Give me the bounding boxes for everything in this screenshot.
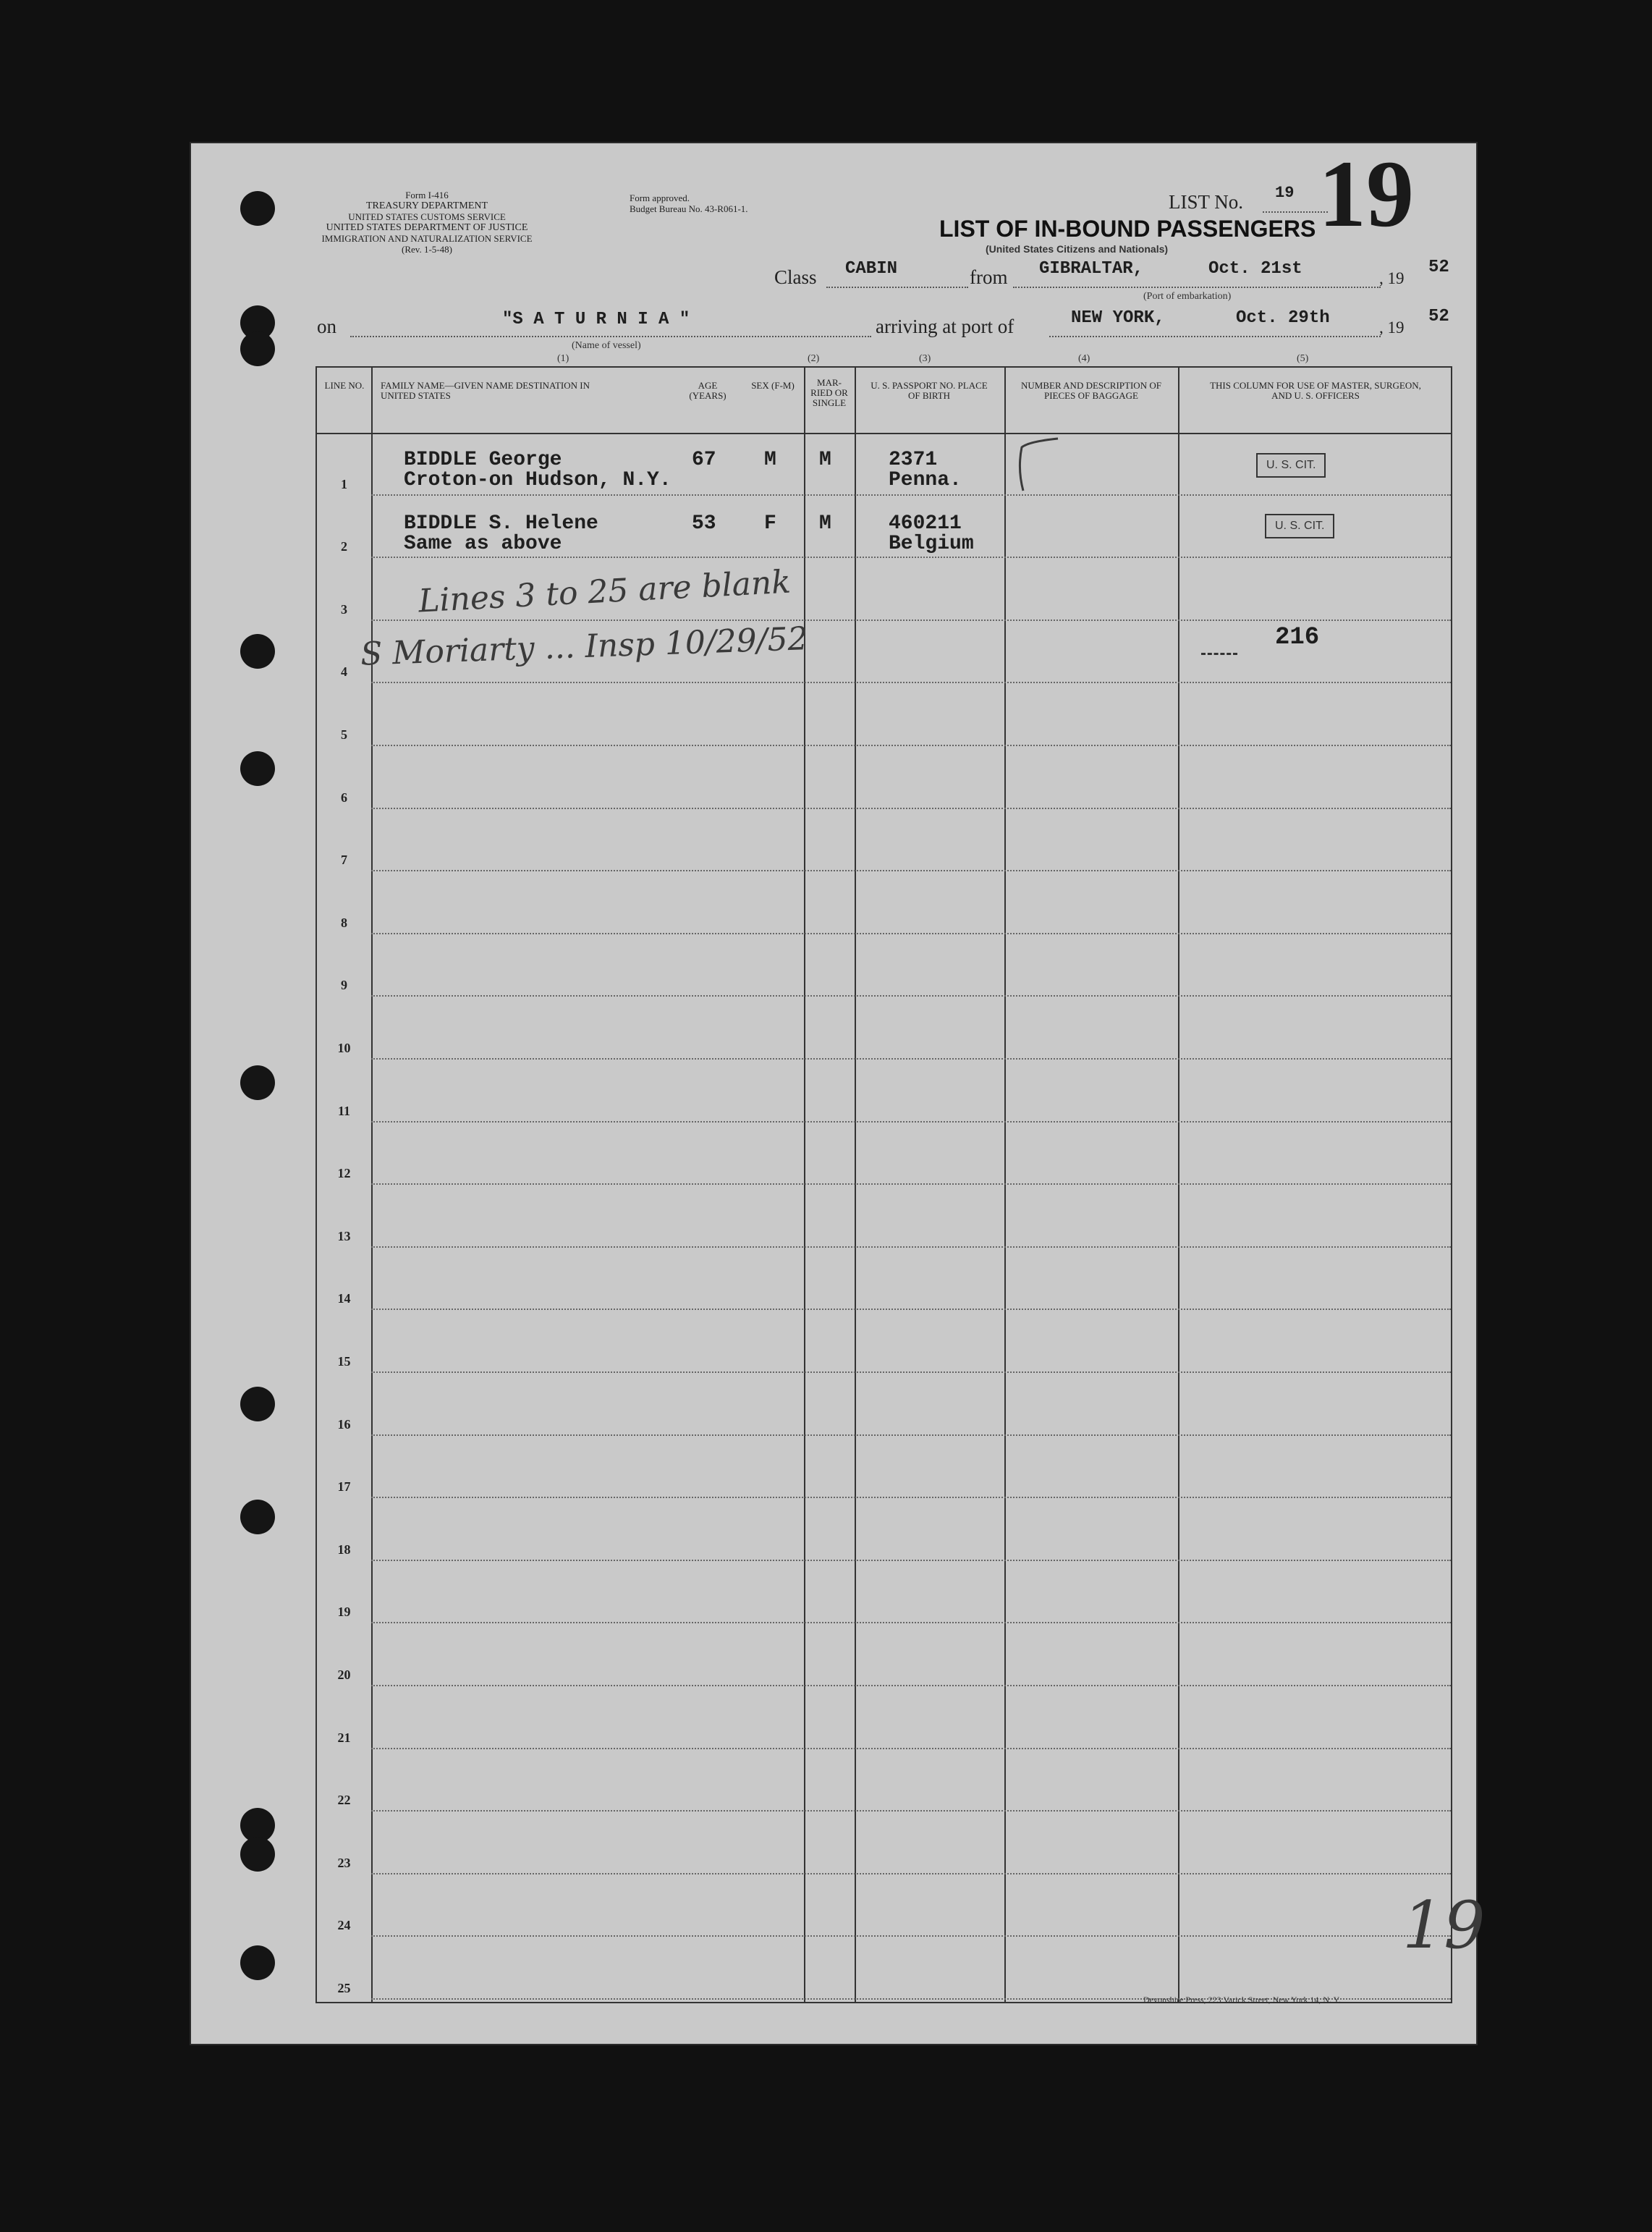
vessel-name: "S A T U R N I A " <box>502 310 690 329</box>
from-label: from <box>970 266 1008 288</box>
line-number: 17 <box>337 1479 351 1495</box>
row-rule <box>371 557 1451 558</box>
punch-hole <box>240 1945 275 1980</box>
arrival-date: Oct. 29th <box>1236 308 1330 328</box>
vessel-line <box>350 336 871 337</box>
col-baggage: NUMBER AND DESCRIPTION OF PIECES OF BAGGAGE <box>1021 380 1161 401</box>
line-number: 7 <box>341 853 347 868</box>
header-rule <box>317 433 1451 434</box>
line-number: 11 <box>337 1103 350 1118</box>
arrival-line <box>1049 336 1381 337</box>
line-number: 4 <box>341 664 347 680</box>
passenger-1-married: M <box>819 449 831 471</box>
line-number: 3 <box>341 601 347 617</box>
punch-hole <box>240 1500 275 1534</box>
row-rule <box>371 494 1451 496</box>
line-number: 2 <box>341 539 347 554</box>
punch-hole <box>240 1065 275 1100</box>
col-line-no: LINE NO. <box>324 380 365 391</box>
class-value: CABIN <box>845 259 898 279</box>
passenger-2-married: M <box>819 512 831 535</box>
handwritten-blank-note: Lines 3 to 25 are blank <box>418 563 792 620</box>
justice-dept: UNITED STATES DEPARTMENT OF JUSTICE <box>326 222 528 233</box>
row-rule <box>371 1371 1451 1373</box>
passenger-1-birth: Penna. <box>889 469 962 491</box>
line-number: 13 <box>337 1228 351 1243</box>
line-number: 14 <box>337 1291 351 1306</box>
row-rule <box>371 1685 1451 1686</box>
row-rule <box>371 745 1451 746</box>
row-rule <box>371 1560 1451 1561</box>
revision: (Rev. 1-5-48) <box>402 244 452 255</box>
arrival-year-prefix: , 19 <box>1379 318 1405 337</box>
form-agency-block <box>311 190 543 255</box>
passenger-1-name: BIDDLE George <box>404 449 562 471</box>
baggage-check-mark <box>1007 433 1065 498</box>
passenger-2-sex: F <box>764 512 776 535</box>
officer-number: 216 <box>1275 624 1320 651</box>
line-number: 18 <box>337 1542 351 1557</box>
line-number: 21 <box>337 1730 351 1745</box>
punch-hole <box>240 1837 275 1872</box>
embark-date: Oct. 21st <box>1208 259 1302 279</box>
class-label: Class <box>774 266 817 288</box>
line-number: 15 <box>337 1354 351 1369</box>
us-citizen-stamp: U. S. CIT. <box>1256 453 1326 478</box>
row-rule <box>371 1935 1451 1937</box>
row-rule <box>371 1622 1451 1623</box>
col-age: AGE (YEARS) <box>689 380 727 401</box>
passenger-1-sex: M <box>764 449 776 471</box>
line-number: 5 <box>341 727 347 742</box>
row-rule <box>371 1121 1451 1123</box>
line-number: 8 <box>341 915 347 930</box>
punch-hole <box>240 1387 275 1421</box>
line-number: 12 <box>337 1166 351 1181</box>
row-rule <box>371 808 1451 809</box>
row-rule <box>371 995 1451 997</box>
col-number-3: (3) <box>919 353 931 364</box>
passenger-1-age: 67 <box>692 449 716 471</box>
col-passport: U. S. PASSPORT NO. PLACE OF BIRTH <box>871 380 988 401</box>
col-sex: SEX (F-M) <box>751 380 795 391</box>
col-number-1: (1) <box>557 353 569 364</box>
handwritten-corner-number: 19 <box>1402 1888 1486 1963</box>
class-line <box>826 287 968 288</box>
row-rule <box>371 1434 1451 1436</box>
list-no-label: LIST No. <box>1169 191 1244 213</box>
row-rule <box>371 1497 1451 1498</box>
line-number: 19 <box>337 1605 351 1620</box>
punch-hole <box>240 751 275 786</box>
form-approved-block <box>630 193 832 214</box>
col-married: MAR-RIED OR SINGLE <box>810 377 848 408</box>
on-label: on <box>317 316 336 337</box>
embark-year-prefix: , 19 <box>1379 269 1405 287</box>
row-rule <box>371 933 1451 934</box>
arriving-label: arriving at port of <box>876 316 1015 337</box>
customs-service: UNITED STATES CUSTOMS SERVICE <box>348 211 506 222</box>
passenger-2-birth: Belgium <box>889 533 974 555</box>
line-number: 16 <box>337 1416 351 1432</box>
line-number: 10 <box>337 1041 351 1055</box>
passenger-2-passport: 460211 <box>889 512 962 535</box>
treasury-dept: TREASURY DEPARTMENT <box>365 200 488 211</box>
line-number: 20 <box>337 1667 351 1682</box>
punch-hole <box>240 634 275 669</box>
line-number: 23 <box>337 1855 351 1870</box>
row-rule <box>371 1810 1451 1812</box>
embark-year: 52 <box>1428 258 1449 277</box>
line-number: 6 <box>341 790 347 805</box>
page-title: LIST OF IN-BOUND PASSENGERS <box>939 216 1316 242</box>
passenger-1-dest: Croton-on Hudson, N.Y. <box>404 469 672 491</box>
form-number: Form I-416 <box>405 190 449 200</box>
passenger-1-passport: 2371 <box>889 449 938 471</box>
from-line <box>1013 287 1381 288</box>
row-rule <box>371 620 1451 621</box>
row-rule <box>371 1058 1451 1060</box>
form-approved: Form approved. <box>630 193 690 203</box>
punch-hole <box>240 331 275 366</box>
arrival-port: NEW YORK, <box>1071 308 1165 328</box>
officer-dash <box>1201 653 1237 655</box>
row-rule <box>371 1246 1451 1248</box>
passenger-2-dest: Same as above <box>404 533 562 555</box>
printer-imprint: Devonshire Press, 223 Varick Street, New York 14, N. Y. <box>1143 1995 1341 2005</box>
line-number: 22 <box>337 1793 351 1808</box>
list-no-value: 19 <box>1275 184 1295 202</box>
list-stamp-number: 19 <box>1318 140 1414 247</box>
line-number: 25 <box>337 1981 351 1995</box>
col-officers: THIS COLUMN FOR USE OF MASTER, SURGEON, AND U. S. OFFICERS <box>1210 380 1421 401</box>
col-name-dest: FAMILY NAME—GIVEN NAME DESTINATION IN UNITED STATES <box>381 380 590 401</box>
row-rule <box>371 870 1451 871</box>
ins-service: IMMIGRATION AND NATURALIZATION SERVICE <box>321 233 533 244</box>
line-number: 1 <box>341 476 347 491</box>
page-subtitle: (United States Citizens and Nationals) <box>986 243 1169 255</box>
row-rule <box>371 1873 1451 1874</box>
line-number: 9 <box>341 978 347 993</box>
col-number-5: (5) <box>1297 353 1309 364</box>
row-rule <box>371 1748 1451 1749</box>
vessel-note: (Name of vessel) <box>572 340 641 351</box>
row-rule <box>371 1309 1451 1310</box>
budget-bureau: Budget Bureau No. 43-R061-1. <box>630 203 748 214</box>
arrival-year: 52 <box>1428 307 1449 326</box>
col-number-4: (4) <box>1078 353 1090 364</box>
us-citizen-stamp: U. S. CIT. <box>1265 514 1334 538</box>
row-rule <box>371 682 1451 683</box>
passenger-2-name: BIDDLE S. Helene <box>404 512 598 535</box>
passenger-2-age: 53 <box>692 512 716 535</box>
port-embark-note: (Port of embarkation) <box>1143 291 1232 302</box>
line-number: 24 <box>337 1918 351 1933</box>
passenger-table <box>315 366 1486 2003</box>
col-number-2: (2) <box>808 353 820 364</box>
row-rule <box>371 1183 1451 1185</box>
embark-port: GIBRALTAR, <box>1039 259 1144 279</box>
punch-hole <box>240 191 275 226</box>
handwritten-inspector-signature: S Moriarty ... Insp 10/29/52 <box>360 620 809 673</box>
